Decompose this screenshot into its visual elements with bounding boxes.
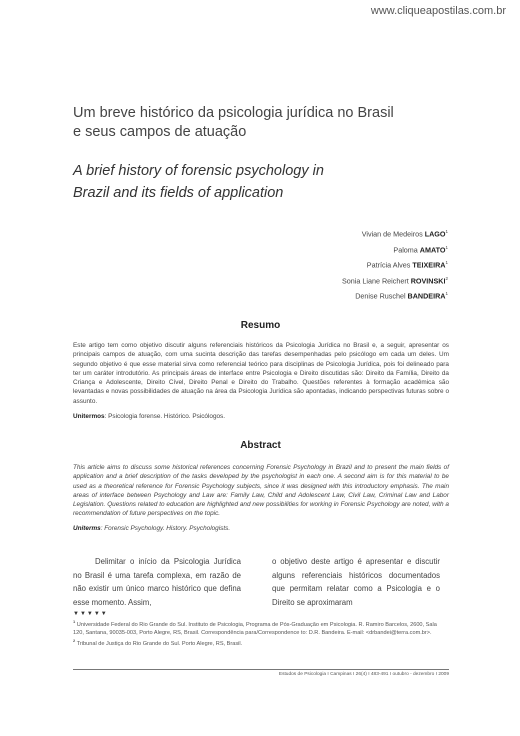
title-en-line-2: Brazil and its fields of application — [73, 185, 284, 201]
body-column-left: Delimitar o início da Psicologia Jurídica no Brasil é uma tarefa complexa, em razão de não existir um único marco histórico que defina esse momento. Assim, — [73, 557, 241, 607]
author-affiliation-mark: 1 — [445, 229, 448, 234]
footnote-2-text: Tribunal de Justiça do Rio Grande do Sul. Porto Alegre, RS, Brasil. — [76, 640, 243, 647]
uniterms-label: Uniterms — [73, 525, 101, 532]
resumo-heading: Resumo — [240, 320, 281, 331]
author-family-name: TEIXEIRA — [412, 260, 446, 270]
author-given-name: Paloma — [393, 244, 418, 254]
author-list — [73, 225, 448, 303]
unitermos — [73, 412, 449, 421]
author-line — [73, 256, 448, 272]
title-pt-line-1: Um breve histórico da psicologia jurídica no Brasil — [73, 105, 394, 121]
author-family-name: LAGO — [424, 229, 446, 239]
author-given-name: Sonia Liane Reichert — [342, 276, 409, 286]
author-affiliation-mark: 1 — [445, 260, 448, 266]
author-affiliation-mark: 2 — [445, 275, 448, 281]
watermark-url: www.cliqueapostilas.com.br — [370, 5, 506, 17]
author-line — [73, 225, 448, 241]
author-family-name: BANDEIRA — [407, 291, 446, 301]
unitermos-label: Unitermos — [73, 413, 105, 420]
unitermos-text: : Psicologia forense. Histórico. Psicólogos. — [104, 413, 226, 420]
footnote-1-mark: 1 — [73, 619, 76, 624]
author-family-name: ROVINSKI — [410, 276, 446, 286]
footnote-separator-dots: ▼▼▼▼▼ — [73, 611, 108, 617]
footer-rule — [73, 669, 449, 670]
footnote-1 — [73, 618, 449, 637]
author-given-name: Patrícia Alves — [366, 260, 411, 270]
abstract-text: This article aims to discuss some historical references concerning Forensic Psychology in Brazil and to present the main fields of application and a brief description of the tasks developed by the psychologist in each one. A second aim is for this material to be used as a theoretical reference for Forensic Psychology subjects, since it was designed with this introductory emphasis. The main areas of interface between Psychology and Law are: Family Law, Child and Adolescent Law, Civil Law, Criminal Law and Labor Legislation. Questions related to education are highlighted and new possibilities for working in Forensic Psychology are noted, with a recommendation of future perspectives on the topic. — [73, 464, 449, 518]
author-given-name: Denise Ruschel — [355, 291, 406, 301]
uniterms-text: : Forensic Psychology. History. Psychologists. — [100, 525, 231, 532]
title-en-line-1: A brief history of forensic psychology in — [73, 163, 324, 179]
author-affiliation-mark: 1 — [445, 291, 448, 297]
author-line — [73, 287, 448, 303]
uniterms — [73, 524, 449, 533]
author-given-name: Vivian de Medeiros — [361, 229, 423, 239]
author-affiliation-mark: 1 — [445, 244, 448, 250]
author-line — [73, 241, 448, 257]
journal-footer: Estudos de Psicologia I Campinas I 26(4) I 483-491 I outubro - dezembro I 2009 — [278, 672, 449, 677]
author-line — [73, 272, 448, 288]
footnote-1-text: Universidade Federal do Rio Grande do Sul. Instituto de Psicologia, Programa de Pós-Graduação em Psicologia. R. Ramiro Barcelos, 2600, Sala 120, Santana, 90035-003, Porto Alegre, RS, Brasil. Correspondência para/Correspondence to: D.R. Bandeira. E-mail: <drbandei@terra.com.br>. — [73, 621, 437, 637]
author-family-name: AMATO — [419, 244, 446, 254]
article-title-portuguese — [73, 104, 453, 142]
resumo-text: Este artigo tem como objetivo discutir alguns referenciais históricos da Psicologia Jurídica no Brasil e, a seguir, apresentar os principais campos de atuação, com uma sucinta descrição das tarefas desempenhadas pelo psicólogo em cada um deles. Um segundo objetivo é que esse material sirva como referencial teórico para disciplinas de Psicologia Jurídica, pois foi delineado para ter um caráter introdutório. As principais áreas de interface entre Psicologia e Direito discutidas são: Direito da Família, Direito da Criança e Adolescente, Direito Cível, Direito Penal e Direito do Trabalho. Questões referentes à formação acadêmica são levantadas e novas possibilidades de atuação na área da Psicologia Jurídica são apontadas, indicando perspectivas futuras sobre o assunto. — [73, 342, 449, 405]
footnote-2 — [73, 637, 449, 648]
body-column-right: o objetivo deste artigo é apresentar e discutir alguns referenciais históricos documentados que permitam relatar como a Psicologia e o Direito se aproximaram — [272, 557, 440, 607]
abstract-heading: Abstract — [240, 440, 281, 451]
article-title-english — [73, 160, 453, 204]
title-pt-line-2: e seus campos de atuação — [73, 124, 247, 140]
footnote-2-mark: 2 — [73, 638, 76, 643]
